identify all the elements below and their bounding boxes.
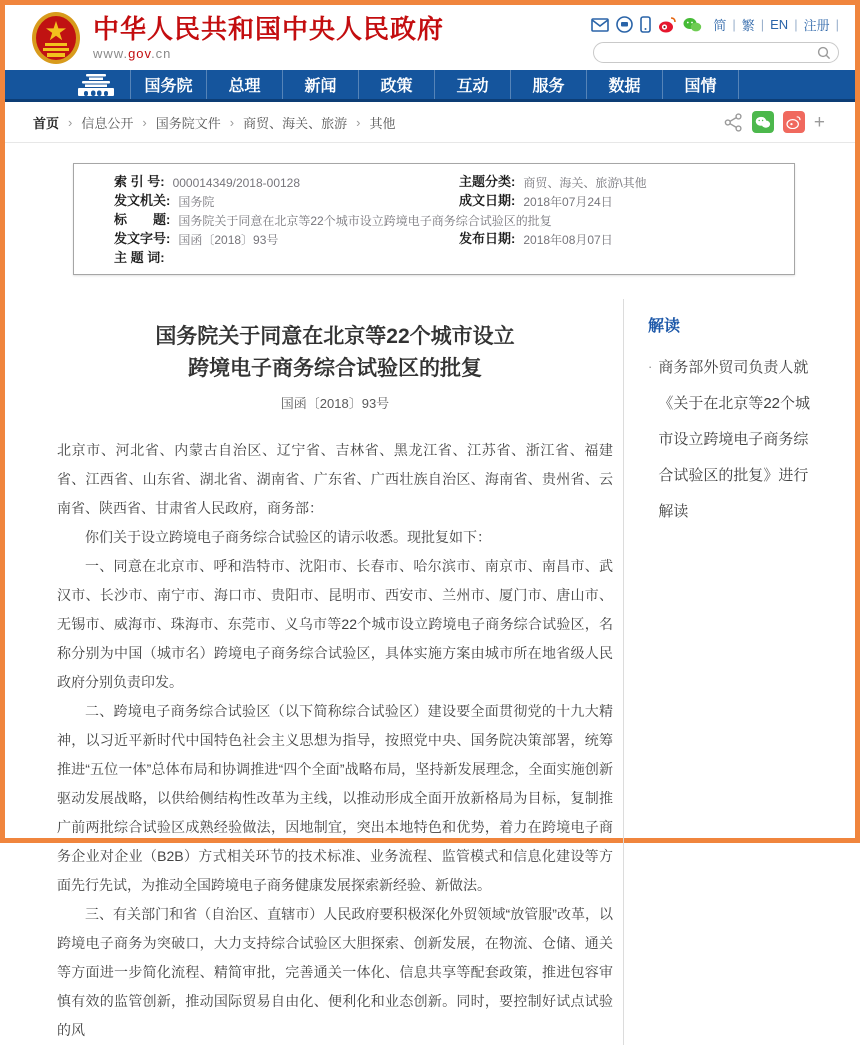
nav-item-policies[interactable]: 政策 — [359, 70, 435, 99]
breadcrumb-separator: › — [356, 114, 361, 130]
nav-item-national[interactable]: 国情 — [663, 70, 739, 99]
nav-home-icon[interactable] — [61, 70, 131, 99]
meta-title-label: 标 题: — [114, 212, 171, 227]
lang-traditional[interactable]: 繁 — [741, 18, 755, 33]
paragraph-item-3: 三、有关部门和省（自治区、直辖市）人民政府要积极深化外贸领域“放管服”改革，以跨境电子商务为突破口，大力支持综合试验区大胆探索、创新发展，在物流、仓储、通关等方面进一步简化流程、精简审批，完善通关一体化、信息共享等配套政策，推进包容审慎有效的监管创新，推动国际贸易自由化、便利化和业态创新。同时，要控制好试点试验的风 — [57, 906, 613, 1038]
meta-title-value: 国务院关于同意在北京等22个城市设立跨境电子商务综合试验区的批复 — [178, 214, 552, 228]
wechat-icon[interactable] — [683, 17, 702, 33]
lang-simplified[interactable]: 简 — [713, 18, 727, 33]
meta-docno-label: 发文字号: — [114, 231, 171, 246]
document-title: 国务院关于同意在北京等22个城市设立 跨境电子商务综合试验区的批复 — [155, 325, 515, 380]
document-meta-box — [73, 163, 795, 275]
main-nav — [5, 70, 855, 102]
sidebar-link-interpretation[interactable]: · 商务部外贸司负责人就《关于在北京等22个城市设立跨境电子商务综合试验区的批复》进行解读 — [648, 350, 821, 530]
message-icon[interactable] — [616, 16, 633, 33]
meta-publish-date-value: 2018年08月07日 — [523, 233, 613, 247]
paragraph-item-2: 二、跨境电子商务综合试验区（以下简称综合试验区）建设要全面贯彻党的十九大精神，以习近平新时代中国特色社会主义思想为指导，按照党中央、国务院决策部署，统筹推进“五位一体”总体布局和协调推进“四个全面”战略布局，坚持新发展理念，全面实施创新驱动发展战略，以供给侧结构性改革为主线，以推动形成全面开放新格局为目标，复制推广前两批综合试验区成熟经验做法，因地制宜，突出本地特色和优势，着力在跨境电子商务企业对企业（B2B）方式相关环节的技术标准、业务流程、监管模式和信息化建设等方面先行先试，为推动全国跨境电子商务健康发展探索新经验、新做法。 — [57, 703, 613, 893]
breadcrumb-separator: › — [68, 114, 73, 130]
site-url: www.gov.cn — [93, 46, 172, 61]
search-input[interactable] — [594, 43, 838, 62]
more-share-icon[interactable]: + — [813, 111, 825, 133]
nav-item-premier[interactable]: 总理 — [207, 70, 283, 99]
breadcrumb-bar — [5, 102, 855, 143]
breadcrumb-state-council-docs[interactable]: 国务院文件 — [155, 115, 221, 131]
mobile-icon[interactable] — [640, 16, 651, 33]
national-emblem-icon — [31, 11, 81, 65]
breadcrumb-separator: › — [229, 114, 235, 130]
meta-written-date-value: 2018年07月24日 — [523, 195, 613, 209]
document-number: 国函〔2018〕93号 — [280, 396, 390, 411]
meta-written-date-label: 成文日期: — [459, 193, 516, 208]
mail-icon[interactable] — [591, 18, 609, 32]
breadcrumb-home[interactable]: 首页 — [33, 115, 60, 131]
interpretation-sidebar — [623, 299, 835, 1045]
share-icon[interactable] — [724, 113, 743, 132]
nav-item-services[interactable]: 服务 — [511, 70, 587, 99]
paragraph-addressees: 北京市、河北省、内蒙古自治区、辽宁省、吉林省、黑龙江省、江苏省、浙江省、福建省、江西省、山东省、湖北省、湖南省、广东省、广西壮族自治区、海南省、贵州省、云南省、陕西省、甘肃省人民政府，商务部： — [57, 442, 613, 516]
breadcrumb-separator: › — [142, 114, 147, 130]
site-logo[interactable] — [31, 11, 444, 65]
meta-index-label: 索 引 号: — [114, 174, 165, 189]
bullet-icon: · — [648, 359, 653, 374]
nav-item-news[interactable]: 新闻 — [283, 70, 359, 99]
site-title: 中华人民共和国中央人民政府 — [93, 14, 445, 44]
document-article — [57, 299, 613, 1045]
breadcrumb — [33, 113, 395, 132]
lang-english[interactable]: EN — [770, 17, 789, 32]
breadcrumb-info-disclosure[interactable]: 信息公开 — [81, 115, 134, 131]
weibo-icon[interactable] — [658, 17, 676, 33]
meta-index-value: 000014349/2018-00128 — [172, 176, 301, 190]
meta-topic-value: 商贸、海关、旅游\其他 — [523, 176, 647, 190]
wechat-share-icon[interactable] — [752, 111, 774, 133]
breadcrumb-trade-customs-tourism[interactable]: 商贸、海关、旅游 — [243, 115, 348, 131]
breadcrumb-other[interactable]: 其他 — [369, 115, 396, 131]
paragraph-intro: 你们关于设立跨境电子商务综合试验区的请示收悉。现批复如下： — [85, 529, 491, 545]
meta-agency-label: 发文机关: — [114, 193, 171, 208]
search-icon[interactable] — [817, 46, 831, 60]
weibo-share-icon[interactable] — [783, 111, 805, 133]
sidebar-heading: 解读 — [648, 318, 681, 335]
search-box — [593, 42, 839, 63]
paragraph-item-1: 一、同意在北京市、呼和浩特市、沈阳市、长春市、哈尔滨市、南京市、南昌市、武汉市、长沙市、南宁市、海口市、贵阳市、昆明市、西安市、兰州市、厦门市、唐山市、无锡市、威海市、珠海市、东莞市、义乌市等22个城市设立跨境电子商务综合试验区，名称分别为中国（城市名）跨境电子商务综合试验区，具体实施方案由城市所在地省级人民政府分别负责印发。 — [57, 558, 613, 690]
meta-topic-label: 主题分类: — [459, 174, 516, 189]
meta-keyword-label: 主 题 词: — [114, 250, 165, 265]
nav-item-data[interactable]: 数据 — [587, 70, 663, 99]
meta-publish-date-label: 发布日期: — [459, 231, 516, 246]
meta-docno-value: 国函〔2018〕93号 — [178, 233, 279, 247]
nav-item-state-council[interactable]: 国务院 — [131, 70, 207, 99]
content-area — [5, 143, 855, 1045]
nav-item-interaction[interactable]: 互动 — [435, 70, 511, 99]
meta-agency-value: 国务院 — [178, 195, 215, 209]
register-link[interactable]: 注册 — [803, 18, 830, 33]
site-header: 中华人民共和国中央人民政府 www.gov.cn 简 | 繁 | EN | 注册 | — [5, 5, 855, 70]
